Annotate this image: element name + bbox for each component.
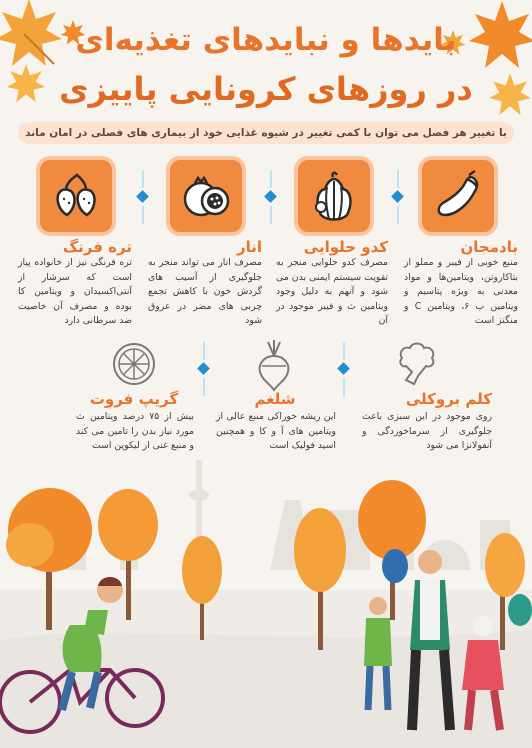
item-title: شلغم <box>254 390 296 408</box>
separator-line <box>270 170 272 188</box>
item-icon-box <box>294 156 374 236</box>
item-text: مصرف انار می تواند منجر به جلوگیری از آسیب های گردش خون با کاهش تجمع چربی های مضر در عروق شود <box>148 257 262 326</box>
title-line-2: در روزهای کرونایی پاییزی <box>59 70 473 108</box>
separator-dot <box>197 362 210 375</box>
item-icon-box <box>166 156 246 236</box>
separator-line <box>397 170 399 188</box>
autumn-park-illustration <box>0 440 532 748</box>
item-icon-box <box>36 156 116 236</box>
separator-line <box>142 170 144 188</box>
title-line-1: بایدها و نبایدهای تغذیه‌ای <box>75 22 457 58</box>
separator-line <box>270 206 272 224</box>
separator-line <box>142 206 144 224</box>
separator-line <box>343 342 345 360</box>
turnip-icon <box>246 336 302 392</box>
item-text: روی موجود در این سبزی باعث جلوگیری از سرماخوردگی و آنفولانزا می شود <box>362 411 492 451</box>
subtitle: با تغییر هر فصل می توان با کمی تغییر در شیوه غذایی خود از بیماری های فصلی در امان ماند <box>18 122 514 144</box>
separator-dot <box>337 362 350 375</box>
item-title: گریپ فروت <box>89 390 179 408</box>
separator-line <box>203 378 205 396</box>
grapefruit-icon <box>106 336 162 392</box>
item-text: منبع خوبی از فیبر و مملو از بتاکاروتن، ویتامین‌ها و مواد معدنی به ویژه پتاسیم و ویتامین ب ۶، ویتامین C و منگنز است <box>404 257 518 326</box>
item-title: انار <box>236 238 262 256</box>
item-text: این ریشه خوراکی منبع عالی از ویتامین های آ و کا و همچنین اسید فولیک است <box>216 411 336 451</box>
item-icon-box <box>418 156 498 236</box>
item-text: مصرف کدو حلوایی منجر به تقویت سیستم ایمنی بدن می شود و آنهم به دلیل وجود ویتامین ث و فیبر موجود در آن <box>276 257 388 326</box>
item-title: کلم بروکلی <box>405 390 492 408</box>
pomegranate-icon <box>179 169 233 223</box>
item-title: تره فرنگ <box>62 238 132 256</box>
item-title: بادمجان <box>460 238 518 256</box>
separator-dot <box>391 190 404 203</box>
pumpkin-icon <box>307 169 361 223</box>
separator-line <box>203 342 205 360</box>
item-text: بیش از ۷۵ درصد ویتامین ث مورد نیاز بدن را تامین می کند و منبع غنی از لیکوپن است <box>76 411 194 451</box>
separator-dot <box>264 190 277 203</box>
separator-line <box>397 206 399 224</box>
broccoli-icon <box>388 336 444 392</box>
item-text: تره فرنگی نیز از خانواده پیاز است که سرشار از آنتی‌اکسیدان و ویتامین کا بوده و مصرف آن خاصیت ضد سرطانی دارد <box>18 257 132 326</box>
separator-dot <box>136 190 149 203</box>
item-title: کدو حلوایی <box>303 238 388 256</box>
eggplant-icon <box>431 169 485 223</box>
separator-line <box>343 378 345 396</box>
strawberry-icon <box>49 169 103 223</box>
